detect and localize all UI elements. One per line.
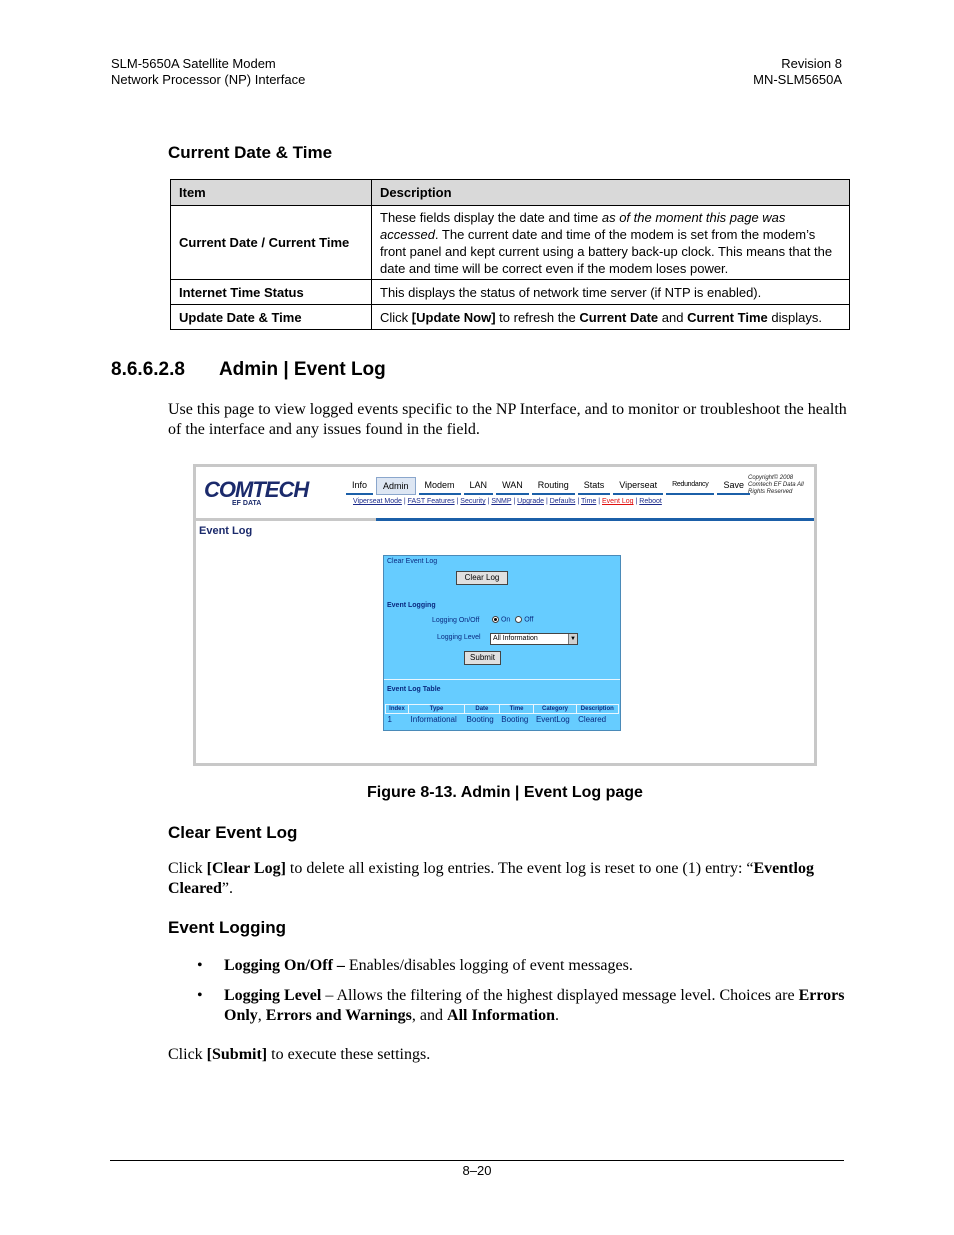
col-time: Time [499, 705, 534, 714]
admin-sub-links: Viperseat Mode | FAST Features | Security | SNMP | Upgrade | Defaults | Time | Event Log | Reboot [353, 498, 662, 505]
link-snmp[interactable]: SNMP [491, 498, 512, 505]
page-number: 8–20 [462, 1163, 492, 1178]
tab-admin[interactable]: Admin [376, 477, 416, 495]
link-reboot[interactable]: Reboot [639, 498, 662, 505]
section-number: 8.6.6.2.8 [111, 359, 185, 380]
main-nav-tabs [346, 477, 750, 495]
logging-level-select[interactable]: All Information ▼ [490, 633, 578, 645]
col-header-description: Description [372, 180, 850, 206]
tab-info[interactable]: Info [346, 477, 373, 495]
tab-routing[interactable]: Routing [532, 477, 575, 495]
bullet-icon: • [197, 957, 203, 974]
cell-category: EventLog [535, 715, 570, 724]
cell-description: Cleared [578, 715, 607, 724]
submit-instruction: Click [Submit] to execute these settings. [168, 1046, 431, 1063]
table-cell-item: Current Date / Current Time [171, 206, 372, 280]
table-cell-description: This displays the status of network time server (if NTP is enabled). [372, 280, 850, 305]
event-log-panel [383, 555, 621, 731]
clear-event-log-title: Clear Event Log [387, 558, 438, 565]
doc-number: MN-SLM5650A [753, 72, 842, 87]
nav-divider [196, 518, 814, 521]
radio-off[interactable] [515, 616, 522, 623]
link-viperseat-mode[interactable]: Viperseat Mode [353, 498, 402, 505]
event-log-table-title: Event Log Table [387, 686, 441, 693]
intro-paragraph: Use this page to view logged events specific to the NP Interface, and to monitor or troubleshoot the health of the interface and any issues found in the field. [168, 401, 847, 438]
tab-stats[interactable]: Stats [578, 477, 611, 495]
tab-save[interactable]: Save [717, 477, 750, 495]
section-heading-current-date: Current Date & Time [168, 143, 333, 162]
cell-type: Informational [410, 715, 457, 724]
section-title-text: Admin | Event Log [218, 359, 386, 380]
table-row [171, 206, 850, 280]
tab-viperseat[interactable]: Viperseat [613, 477, 663, 495]
col-category: Category [534, 705, 576, 714]
link-defaults[interactable]: Defaults [549, 498, 576, 505]
radio-off-label: Off [524, 616, 534, 624]
col-type: Type [409, 705, 465, 714]
link-security[interactable]: Security [460, 498, 486, 505]
cell-date: Booting [466, 715, 494, 724]
figure-caption: Figure 8-13. Admin | Event Log page [367, 784, 643, 801]
event-logging-title: Event Logging [387, 602, 436, 609]
cell-index: 1 [387, 715, 392, 724]
tab-lan[interactable]: LAN [464, 477, 494, 495]
link-fast-features[interactable]: FAST Features [407, 498, 455, 505]
table-cell-item: Internet Time Status [171, 280, 372, 305]
description-table [170, 179, 850, 330]
table-cell-item: Update Date & Time [171, 305, 372, 330]
doc-header-left [111, 56, 305, 88]
logging-radio-group [492, 616, 533, 623]
table-cell-description: These fields display the date and time as of the moment this page was accessed. The current date and time of the modem is set from the modem’s front panel and kept current using a battery back-up clock. This means that the date and time will be correct even if the modem loses power. [372, 206, 850, 280]
comtech-logo: COMTECH EF DATA [204, 477, 309, 507]
table-cell-description: Click [Update Now] to refresh the Current Date and Current Time displays. [372, 305, 850, 330]
tab-redundancy[interactable]: Redundancy [666, 477, 714, 495]
event-log-table [385, 704, 619, 725]
logging-onoff-label: Logging On/Off [432, 617, 480, 624]
page-label: Event Log [199, 525, 253, 537]
col-description: Description [576, 705, 618, 714]
product-subtitle: Network Processor (NP) Interface [111, 72, 306, 87]
table-row [386, 714, 619, 726]
tab-modem[interactable]: Modem [419, 477, 461, 495]
doc-header-right [753, 56, 842, 88]
link-upgrade[interactable]: Upgrade [517, 498, 544, 505]
revision: Revision 8 [781, 56, 842, 71]
bullet-icon: • [197, 987, 203, 1004]
submit-button[interactable]: Submit [464, 651, 501, 665]
logging-level-label: Logging Level [437, 634, 481, 641]
col-date: Date [465, 705, 500, 714]
cell-time: Booting [501, 715, 529, 724]
clear-event-paragraph: Click [Clear Log] to delete all existing log entries. The event log is reset to one (1) entry: “Eventlog Cleared”. [168, 860, 814, 897]
event-log-screenshot [193, 464, 817, 766]
heading-clear-event-log: Clear Event Log [168, 823, 298, 842]
tab-wan[interactable]: WAN [496, 477, 529, 495]
radio-on-label: On [500, 616, 511, 624]
heading-event-logging: Event Logging [168, 918, 287, 937]
link-time[interactable]: Time [581, 498, 597, 505]
copyright-notice: Copyright© 2008 Comtech EF Data All Rights Reserved [748, 475, 804, 495]
col-index: Index [386, 705, 409, 714]
table-row [171, 280, 850, 305]
footer-rule [110, 1160, 844, 1161]
radio-on[interactable] [492, 616, 499, 623]
table-row [171, 305, 850, 330]
product-name: SLM-5650A Satellite Modem [111, 56, 276, 71]
chevron-down-icon: ▼ [568, 634, 577, 644]
col-header-item: Item [171, 180, 372, 206]
bullet-logging-onoff: Logging On/Off – Enables/disables logging of event messages. [224, 957, 633, 974]
link-event-log[interactable]: Event Log [602, 498, 634, 505]
section-title [111, 359, 386, 381]
clear-log-button[interactable]: Clear Log [456, 571, 508, 585]
panel-divider [384, 679, 620, 680]
bullet-logging-level: Logging Level – Allows the filtering of the highest displayed message level. Choices are Errors Only, Errors and Warnings, and All Information. [224, 987, 845, 1024]
